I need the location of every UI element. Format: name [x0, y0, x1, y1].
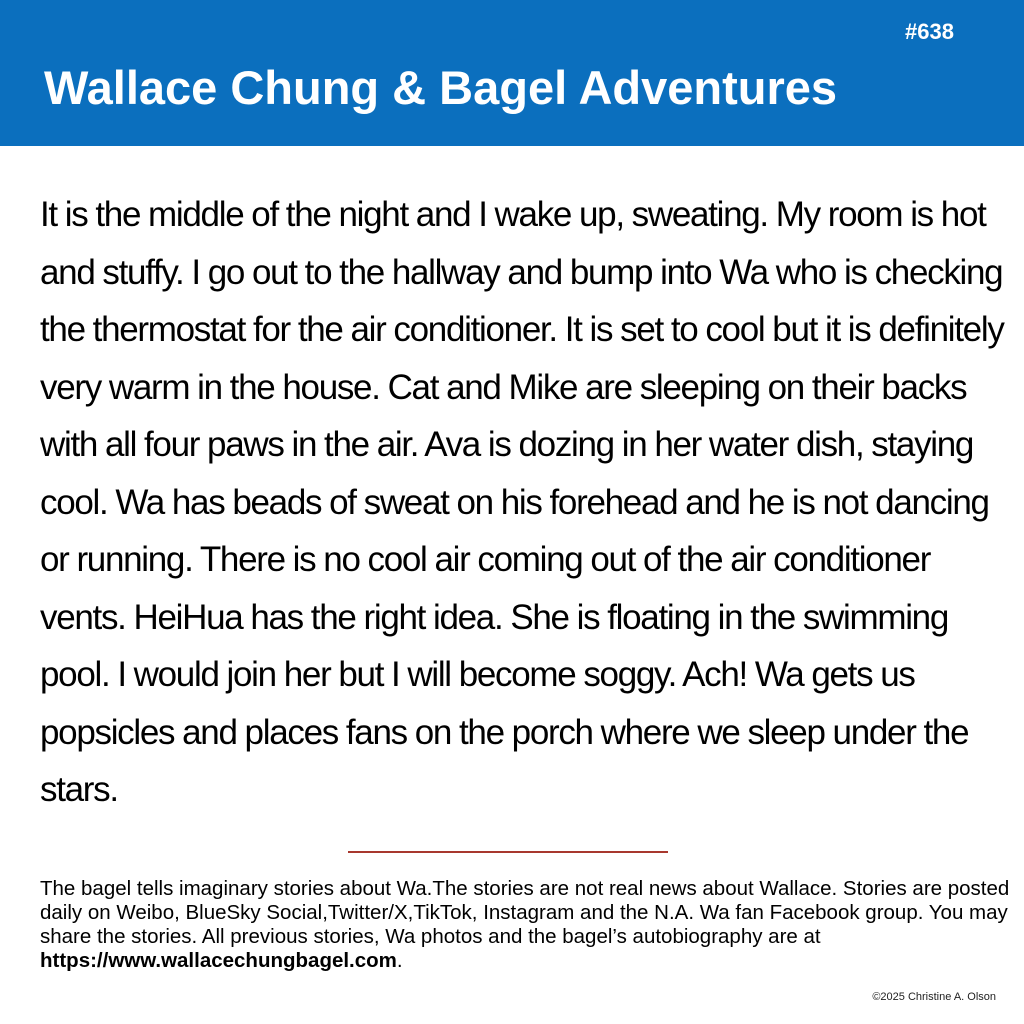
- website-link[interactable]: https://www.wallacechungbagel.com: [40, 949, 397, 972]
- footer-disclaimer: [40, 877, 1015, 973]
- story-text: It is the middle of the night and I wake up, sweating. My room is hot and stuffy. I go out to the hallway and bump into Wa who is checking the thermostat for the air conditioner. It is set to cool but it is definitely very warm in the house. Cat and Mike are sleeping on their backs with all four paws in the air. Ava is dozing in her water dish, staying cool. Wa has beads of sweat on his forehead and he is not dancing or running. There is no cool air coming out of the air conditioner vents. HeiHua has the right idea. She is floating in the swimming pool. I would join her but I will become soggy. Ach! Wa gets us popsicles and places fans on the porch where we sleep under the stars.: [40, 195, 1004, 809]
- footer-end-punct: .: [396, 949, 403, 972]
- header-banner: [0, 0, 1024, 146]
- story-number: #638: [905, 19, 954, 44]
- copyright-notice: ©2025 Christine A. Olson: [872, 991, 996, 1003]
- divider-line: [348, 851, 668, 853]
- footer-text: The bagel tells imaginary stories about Wa.The stories are not real news about Wallace. Stories are posted daily on Weibo, BlueSky Social,Twitter/X,TikTok, Instagram and the N.A. Wa fan Facebook group. You may share the stories. All previous stories, Wa photos and the bagel’s autobiography are at: [40, 877, 1010, 948]
- page-title: Wallace Chung & Bagel Adventures: [44, 61, 838, 114]
